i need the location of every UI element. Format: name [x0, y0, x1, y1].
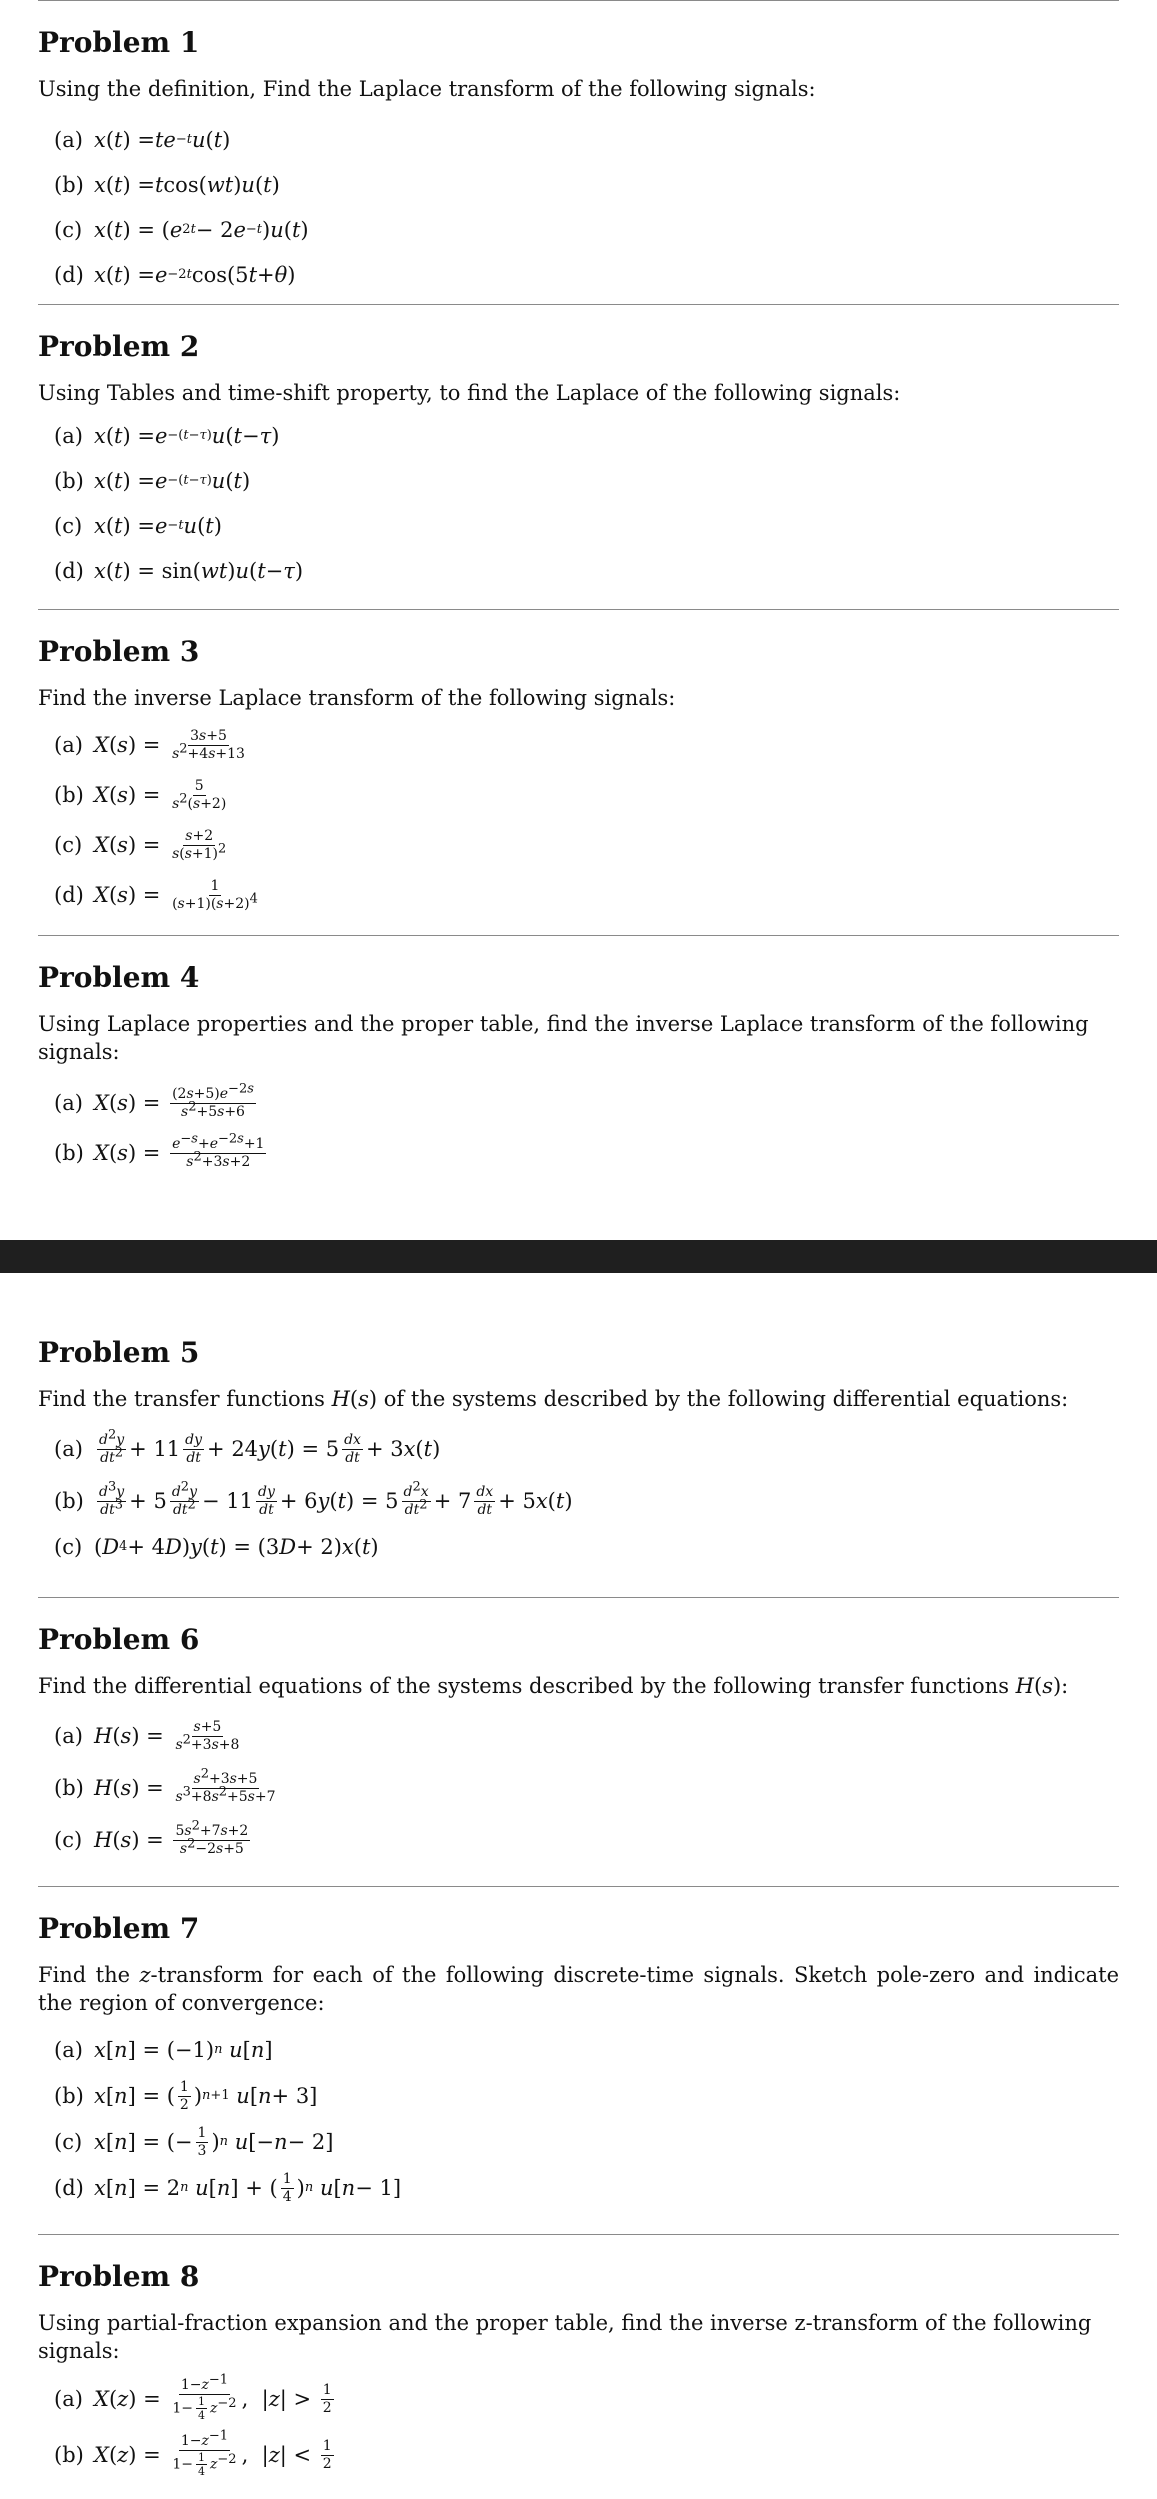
list-item: (c) x ( t ) = e −t u ( t ) [54, 513, 222, 538]
list-item: (b) H ( s ) = $\frac{s^2+3s+5}{s^3+8s^2+5s+7}$ [54, 1762, 1119, 1814]
math-expression: x [ n ] = 2 n u [ n ] + ( $\frac{1}{4}$ ) n u [ n − 1] [94, 2170, 402, 2205]
problem-intro: Find the differential equations of the systems described by the following transfer functions H(s): [38, 1674, 1069, 1698]
list-item: (c) x [ n ] = (− $\frac{1}{3}$ ) n u [− n − 2] [54, 2124, 334, 2159]
list-item: (d) X ( s ) = $\frac{1}{(s+1)(s+2)^4}$ [54, 870, 1119, 920]
page-break-band [0, 1240, 1157, 1273]
list-item: (a) $\frac{d^2y}{dt^2}$ + 11 $\frac{dy}{dt}$ + 24 y ( t ) = 5 $\frac{dx}{dt}$ + 3 x ( t ) [54, 1426, 441, 1466]
math-expression: X ( s ) = $\frac{e^{-s}+e^{-2s}+1}{s^2+3s+2}$ [94, 1130, 265, 1170]
math-expression: x [ n ] = (− $\frac{1}{3}$ ) n u [− n − 2] [94, 2124, 334, 2159]
list-item: (a) X ( s ) = $\frac{(2s+5)e^{-2s}}{s^2+5s+6}$ [54, 1078, 1119, 1128]
math-expression: ( D 4 + 4 D ) y ( t ) = (3 D + 2) x ( t ) [94, 1535, 379, 1559]
problem-3 [38, 610, 1119, 935]
problem-title: Problem 8 [38, 2260, 200, 2293]
math-expression: X ( s ) = $\frac{1}{(s+1)(s+2)^4}$ [94, 877, 258, 912]
math-expression: $\frac{d^2y}{dt^2}$ + 11 $\frac{dy}{dt}$ + 24 y ( t ) = 5 $\frac{dx}{dt}$ + 3 x ( t ) [99, 1426, 441, 1466]
problem-intro: Find the transfer functions H(s) of the systems described by the following differential equations: [38, 1387, 1069, 1411]
problem-intro: Find the z-transform for each of the following discrete-time signals. Sketch pole-zero and indicate the region of convergence: [38, 1963, 1119, 2015]
list-item: (b) X ( s ) = $\frac{e^{-s}+e^{-2s}+1}{s^2+3s+2}$ [54, 1128, 1119, 1178]
math-expression: H ( s ) = $\frac{s+5}{s^2+3s+8}$ [94, 1718, 240, 1753]
math-expression: X ( z ) = $1-z^{-1}$ 1− $\frac{1}{4}$ $z^{-2}$ , | z | > $\frac{1}{2}$ [94, 2371, 332, 2422]
problem-title: Problem 7 [38, 1912, 200, 1945]
list-item: (a) X ( z ) = $1-z^{-1}$ 1− $\frac{1}{4}$ $z^{-2}$ , | z | > $\frac{1}{2}$ [54, 2371, 1119, 2427]
math-expression: X ( s ) = $\frac{5}{s^2(s+2)}$ [94, 777, 227, 812]
math-expression: x [ n ] = ( $\frac{1}{2}$ ) n+1 u [ n + 3] [94, 2078, 318, 2113]
math-expression: x ( t ) = ( e 2t − 2 e −t ) u ( t ) [94, 217, 309, 242]
list-item: (d) x [ n ] = 2 n u [ n ] + ( $\frac{1}{4}$ ) n u [ n − 1] [54, 2170, 402, 2205]
math-expression: x ( t ) = te −t u ( t ) [94, 127, 231, 152]
math-expression: H ( s ) = $\frac{5s^2+7s+2}{s^2-2s+5}$ [94, 1817, 249, 1857]
list-item: (a) X ( s ) = $\frac{3s+5}{s^2+4s+13}$ [54, 720, 1119, 770]
list-item: (b) X ( s ) = $\frac{5}{s^2(s+2)}$ [54, 770, 1119, 820]
problem-7 [38, 1887, 1119, 2234]
math-expression: x ( t ) = e −(t−τ) u ( t ) [94, 468, 251, 493]
list-item: (b) x [ n ] = ( $\frac{1}{2}$ ) n+1 u [ n + 3] [54, 2078, 318, 2113]
problem-title: Problem 3 [38, 635, 200, 668]
problem-title: Problem 6 [38, 1623, 200, 1656]
list-item: (d) x ( t ) = e −2t cos(5 t + θ ) [54, 262, 296, 287]
math-expression: $\frac{d^3y}{dt^3}$ + 5 $\frac{d^2y}{dt^2}$ − 11 $\frac{dy}{dt}$ + 6 y ( t ) = 5 $\frac{d^2x}{dt^2}$ + 7 $\frac{dx}{dt}$ + 5 x ( t ) [99, 1478, 573, 1518]
problem-intro: Using Tables and time-shift property, to find the Laplace of the following signals: [38, 381, 901, 405]
math-expression: x ( t ) = t cos( wt ) u ( t ) [94, 172, 280, 197]
problem-5 [38, 1273, 1119, 1597]
list-item: (c) x ( t ) = ( e 2t − 2 e −t ) u ( t ) [54, 217, 309, 242]
math-expression: x [ n ] = (−1) n u [ n ] [94, 2038, 273, 2062]
list-item: (b) x ( t ) = t cos( wt ) u ( t ) [54, 172, 280, 197]
list-item: (b) $\frac{d^3y}{dt^3}$ + 5 $\frac{d^2y}{dt^2}$ − 11 $\frac{dy}{dt}$ + 6 y ( t ) = 5 $\frac{d^2x}{dt^2}$ + 7 $\frac{dx}{dt}$ + 5 x ( t ) [54, 1478, 573, 1518]
problem-title: Problem 4 [38, 961, 200, 994]
list-item: (b) x ( t ) = e −(t−τ) u ( t ) [54, 468, 251, 493]
problem-title: Problem 2 [38, 330, 200, 363]
list-item: (b) X ( z ) = $1-z^{-1}$ 1− $\frac{1}{4}$ $z^{-2}$ , | z | < $\frac{1}{2}$ [54, 2427, 1119, 2483]
math-expression: x ( t ) = e −t u ( t ) [94, 513, 222, 538]
problem-intro: Using partial-fraction expansion and the proper table, find the inverse z-transform of the following signals: [38, 2311, 1092, 2363]
list-item: (a) x [ n ] = (−1) n u [ n ] [54, 2038, 273, 2062]
problem-intro: Find the inverse Laplace transform of the following signals: [38, 686, 676, 710]
problem-6 [38, 1598, 1119, 1886]
math-expression: x ( t ) = e −(t−τ) u ( t − τ ) [94, 423, 280, 448]
problem-intro: Using Laplace properties and the proper table, find the inverse Laplace transform of the following signals: [38, 1012, 1089, 1064]
math-expression: X ( s ) = $\frac{3s+5}{s^2+4s+13}$ [94, 727, 245, 762]
list-item: (c) X ( s ) = $\frac{s+2}{s(s+1)^2}$ [54, 820, 1119, 870]
problem-title: Problem 1 [38, 26, 200, 59]
math-expression: H ( s ) = $\frac{s^2+3s+5}{s^3+8s^2+5s+7}$ [94, 1765, 276, 1805]
problem-title: Problem 5 [38, 1336, 200, 1369]
list-item: (a) x ( t ) = e −(t−τ) u ( t − τ ) [54, 423, 280, 448]
math-expression: x ( t ) = sin( wt ) u ( t − τ ) [94, 558, 304, 583]
problem-8 [38, 2235, 1119, 2478]
problem-1 [38, 1, 1119, 304]
list-item: (d) x ( t ) = sin( wt ) u ( t − τ ) [54, 558, 304, 583]
problem-4 [38, 936, 1119, 1240]
list-item: (c) ( D 4 + 4 D ) y ( t ) = (3 D + 2) x ( t ) [54, 1535, 379, 1559]
problem-intro: Using the definition, Find the Laplace transform of the following signals: [38, 77, 816, 101]
problem-2 [38, 305, 1119, 609]
list-item: (c) H ( s ) = $\frac{5s^2+7s+2}{s^2-2s+5}$ [54, 1814, 1119, 1866]
math-expression: X ( s ) = $\frac{(2s+5)e^{-2s}}{s^2+5s+6}$ [94, 1080, 254, 1120]
list-item: (a) x ( t ) = te −t u ( t ) [54, 127, 231, 152]
math-expression: X ( z ) = $1-z^{-1}$ 1− $\frac{1}{4}$ $z^{-2}$ , | z | < $\frac{1}{2}$ [94, 2427, 332, 2478]
math-expression: x ( t ) = e −2t cos(5 t + θ ) [94, 262, 296, 287]
math-expression: X ( s ) = $\frac{s+2}{s(s+1)^2}$ [94, 827, 227, 862]
list-item: (a) H ( s ) = $\frac{s+5}{s^2+3s+8}$ [54, 1710, 1119, 1762]
